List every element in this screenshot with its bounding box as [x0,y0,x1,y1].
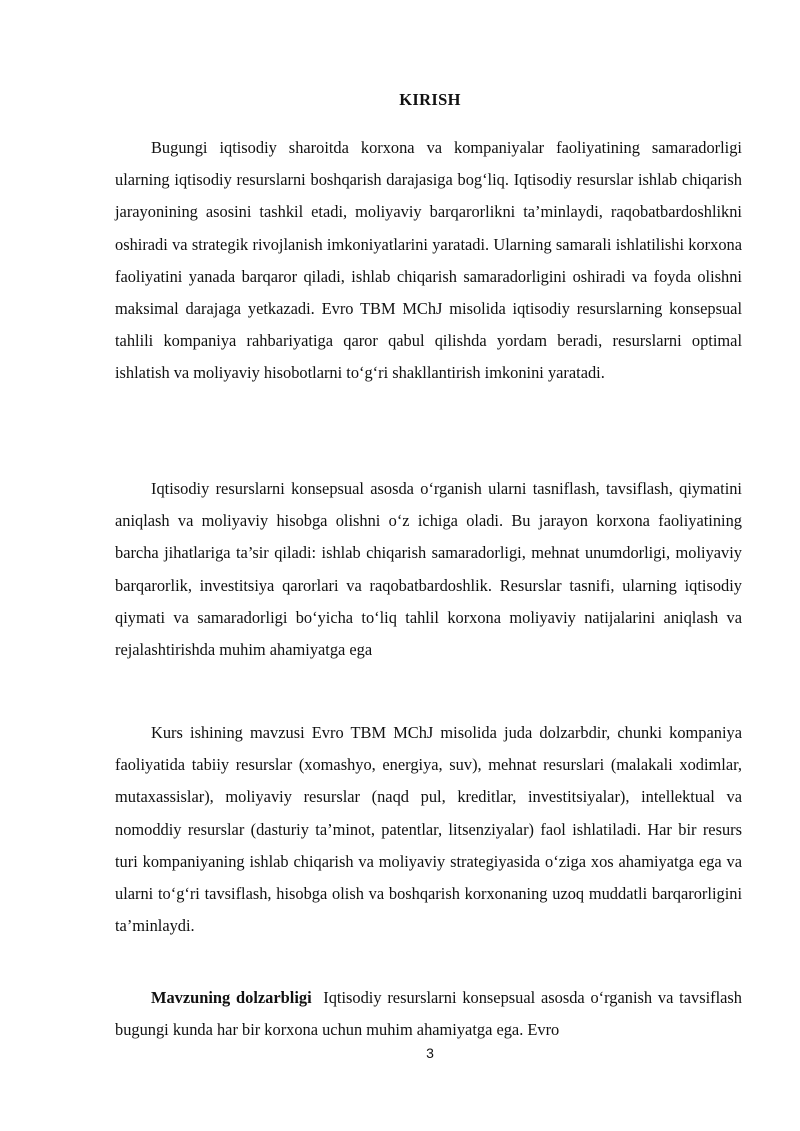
paragraph-4-text: Iqtisodiy resurslarni konsepsual asosda o‘rganish va tavsiflash bugungi kunda har bir korxona uchun muhim ahamiyatga ega. Evro [115,988,742,1040]
page-number: 3 [426,1045,434,1061]
section-heading: KIRISH [399,90,461,109]
paragraph-lead-bold: Mavzuning dolzarbligi [151,988,312,1007]
paragraph-1: Bugungi iqtisodiy sharoitda korxona va kompaniyalar faoliyatining samaradorligi ularning iqtisodiy resurslarni boshqarish darajasiga bog‘liq. Iqtisodiy resurslar ishlab chiqarish jarayonining asosini tashkil etadi, moliyaviy barqarorlikni ta’minlaydi, raqobatbardoshlikni oshiradi va strategik rivojlanish imkoniyatlarini yaratadi. Ularning samarali ishlatilishi korxona faoliyatini yanada barqaror qiladi, ishlab chiqarish samaradorligini oshiradi va foyda olishni maksimal darajaga yetkazadi. Evro TBM MChJ misolida iqtisodiy resurslarning konsepsual tahlili kompaniya rahbariyatiga qaror qabul qilishda yordam beradi, resurslarni optimal ishlatish va moliyaviy hisobotlarni to‘g‘ri shakllantirish imkonini yaratadi. [115,138,742,383]
paragraph-4 [115,982,742,1046]
paragraph-3: Kurs ishining mavzusi Evro TBM MChJ misolida juda dolzarbdir, chunki kompaniya faoliyatida tabiiy resurslar (xomashyo, energiya, suv), mehnat resurslari (malakali xodimlar, mutaxassislar), moliyaviy resurslar (naqd pul, kreditlar, investitsiyalar), intellektual va nomoddiy resurslar (dasturiy ta’minot, patentlar, litsenziyalar) faol ishlatiladi. Har bir resurs turi kompaniyaning ishlab chiqarish va moliyaviy strategiyasida o‘ziga xos ahamiyatga ega va ularni to‘g‘ri tavsiflash, hisobga olish va boshqarish korxonaning uzoq muddatli barqarorligini ta’minlaydi. [115,723,742,936]
paragraph-2: Iqtisodiy resurslarni konsepsual asosda o‘rganish ularni tasniflash, tavsiflash, qiymatini aniqlash va moliyaviy hisobga olishni o‘z ichiga oladi. Bu jarayon korxona faoliyatining barcha jihatlariga ta’sir qiladi: ishlab chiqarish samaradorligi, mehnat unumdorligi, moliyaviy barqarorlik, investitsiya qarorlari va raqobatbardoshlik. Resurslar tasnifi, ularning iqtisodiy qiymati va samaradorligi bo‘yicha to‘liq tahlil korxona moliyaviy natijalarini aniqlash va rejalashtirishda muhim ahamiyatga ega [115,479,742,660]
